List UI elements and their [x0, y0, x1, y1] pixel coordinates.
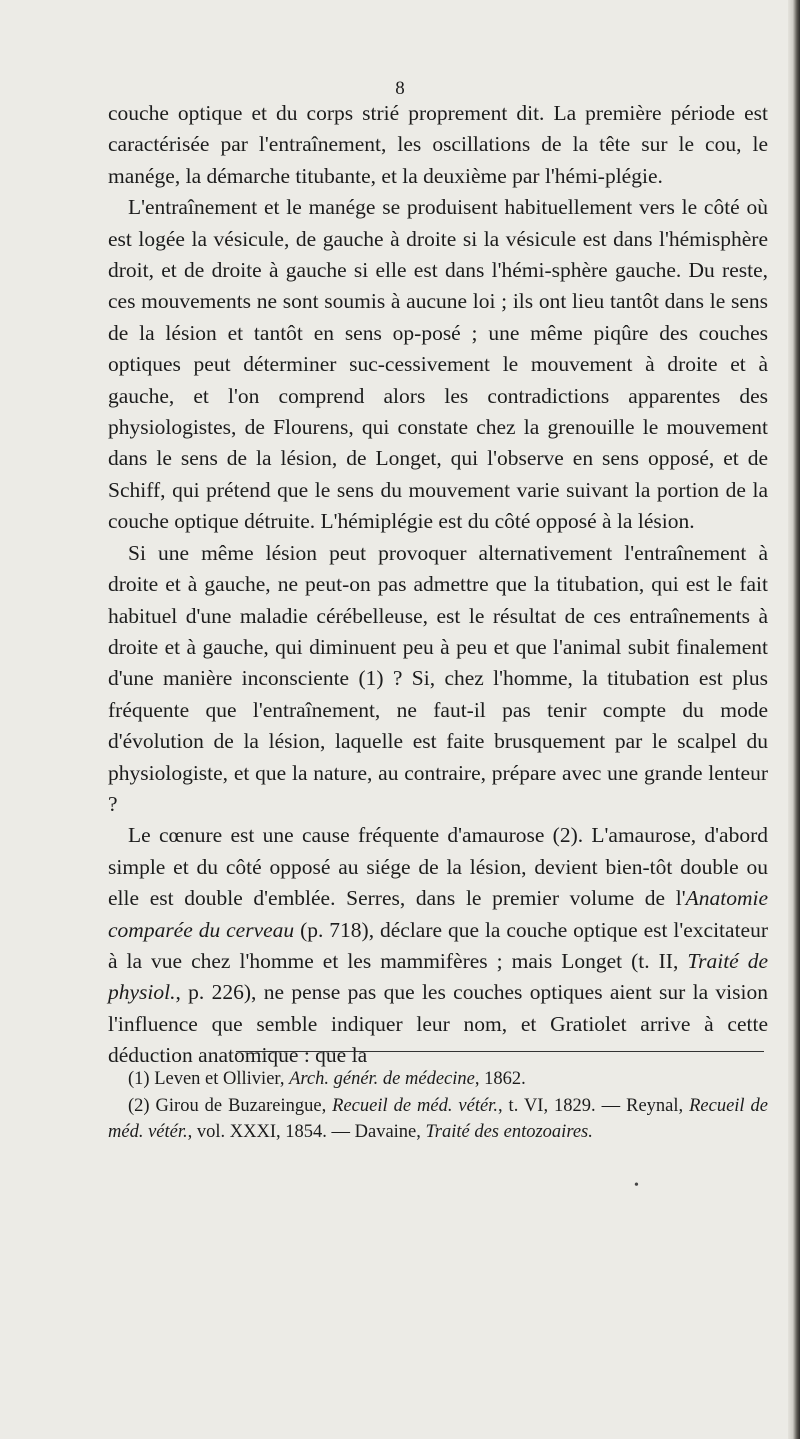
- paragraph-4-title-anatomie: Anatomie comparée du cerveau: [108, 886, 768, 942]
- footnote-1-title: Arch. génér. de médecine: [289, 1069, 475, 1089]
- paragraph-4-text-a: Le cœnure est une cause fréquente d'amaurose (2). L'amaurose, d'abord simple et du côté opposé au siége de la lésion, devient bien-tôt double ou elle est double d'emblée. Serres, dans le premier volume de l': [108, 823, 768, 911]
- paragraph-3: Si une même lésion peut provoquer alternativement l'entraînement à droite et à gauche, ne peut-on pas admettre que la titubation, qui est le fait habituel d'une maladie cérébelleuse, est le résultat de ces entraînements à droite et à gauche, qui diminuent peu à peu et que l'animal subit finalement d'une manière inconsciente (1) ? Si, chez l'homme, la titubation est plus fréquente que l'entraînement, ne faut-il pas tenir compte du mode d'évolution de la lésion, laquelle est faite brusquement par le scalpel du physiologiste, et que la nature, au contraire, prépare avec une grande lenteur ?: [108, 540, 768, 816]
- footnote-2-title-recueil-2: Recueil de méd. vétér.: [108, 1095, 768, 1142]
- paragraph-4-title-traite: Traité de physiol.: [108, 948, 768, 1005]
- footnote-1-text-c: , 1862.: [474, 1069, 526, 1089]
- page-number: 8: [395, 78, 405, 99]
- footnote-2-text-c: , t. VI, 1829. — Reynal,: [497, 1095, 690, 1116]
- footnotes: [108, 1066, 768, 1146]
- footnote-2-title-recueil-1: Recueil de méd. vétér.: [332, 1095, 498, 1116]
- footnote-1: [108, 1066, 768, 1093]
- stray-ink-mark: •: [634, 1178, 639, 1193]
- footnote-2-text-e: , vol. XXXI, 1854. — Davaine,: [187, 1122, 426, 1142]
- footnote-separator: [236, 1051, 764, 1052]
- paragraph-2: L'entraînement et le manége se produisent habituellement vers le côté où est logée la vésicule, de gauche à droite si la vésicule est dans l'hémisphère droit, et de droite à gauche si elle est dans l'hémi-sphère gauche. Du reste, ces mouvements ne sont soumis à aucune loi ; ils ont lieu tantôt dans le sens de la lésion et tantôt en sens op-posé ; une même piqûre des couches optiques peut déterminer suc-cessivement le mouvement à droite et à gauche, et l'on comprend alors les contradictions apparentes des physiologistes, de Flourens, qui constate chez la grenouille le mouvement dans le sens de la lésion, de Longet, qui l'observe en sens opposé, et de Schiff, qui prétend que le sens du mouvement varie suivant la portion de la couche optique détruite. L'hémiplégie est du côté opposé à la lésion.: [108, 195, 768, 534]
- footnote-2: [108, 1093, 768, 1146]
- paragraph-4: [108, 820, 768, 1071]
- footnote-1-text-a: (1) Leven et Ollivier,: [128, 1069, 290, 1089]
- body-text: [108, 98, 768, 1072]
- footnote-2-text-a: (2) Girou de Buzareingue,: [128, 1095, 333, 1116]
- paragraph-4-text-e: , p. 226), ne pense pas que les couches optiques aient sur la vision l'influence que semble indiquer leur nom, et Gratiolet arrive à cette déduction anatomique : que la: [108, 980, 768, 1068]
- paragraph-4-text-c: (p. 718), déclare que la couche optique est l'excitateur à la vue chez l'homme et les mammifères ; mais Longet (t. II,: [108, 917, 768, 973]
- footnote-2-title-traite: Traité des entozoaires.: [425, 1122, 593, 1142]
- paragraph-1: couche optique et du corps strié proprement dit. La première période est caractérisée par l'entraînement, les oscillations de la tête sur le cou, le manége, la démarche titubante, et la deuxième par l'hémi-plégie.: [108, 101, 768, 188]
- page-edge-shadow: [788, 0, 800, 1439]
